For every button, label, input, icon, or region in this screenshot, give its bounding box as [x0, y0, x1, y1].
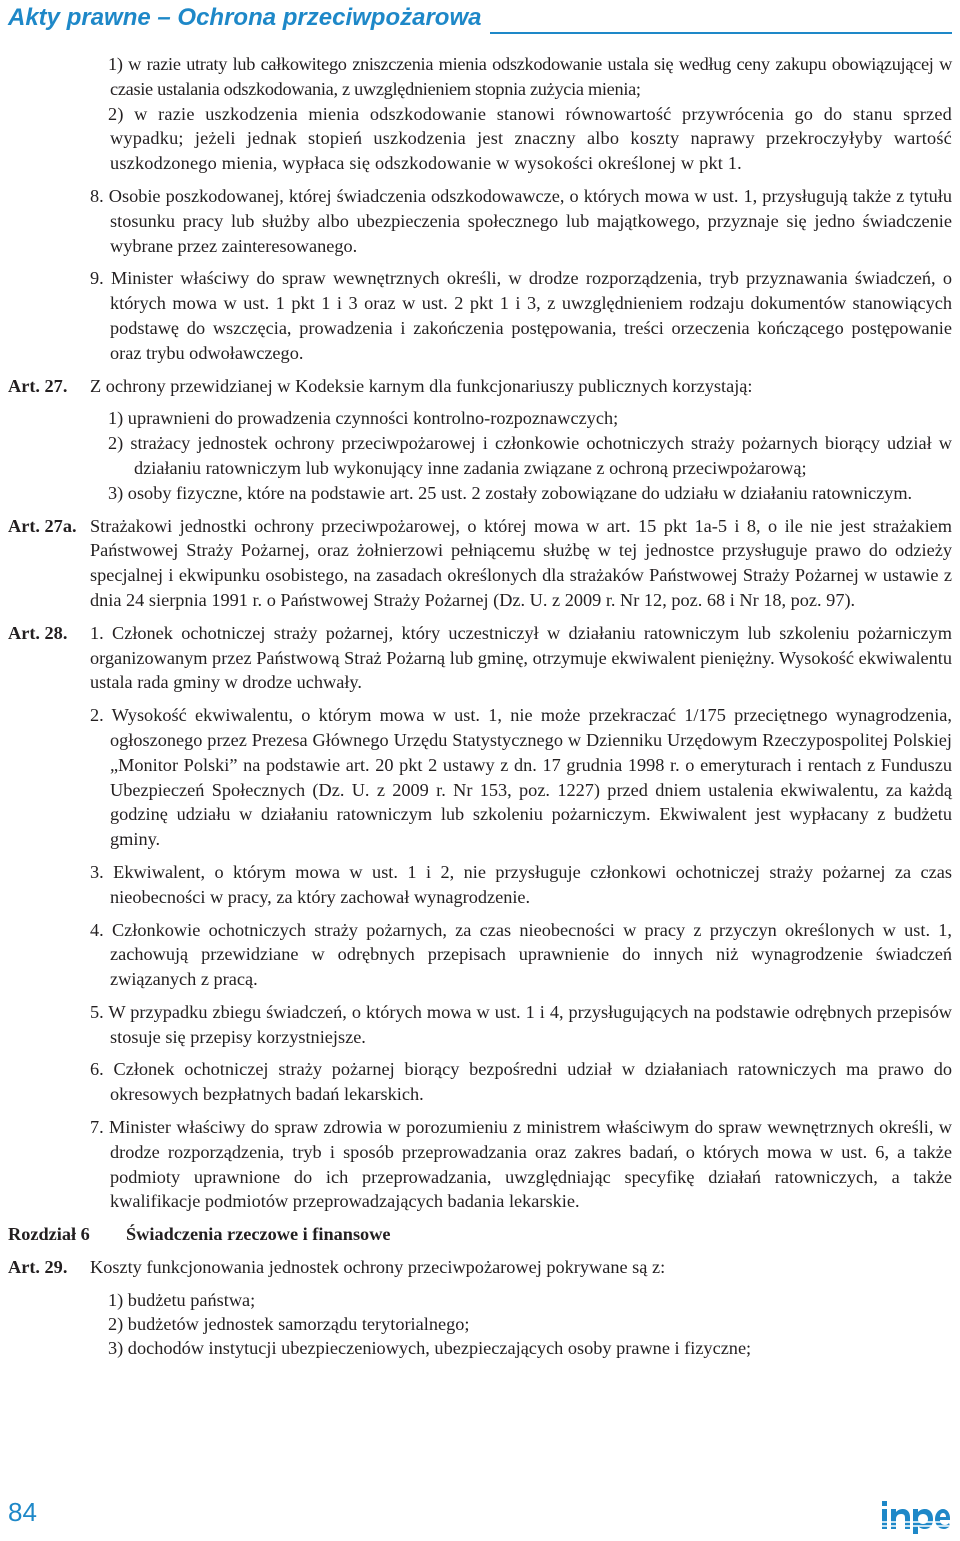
chapter-title: Świadczenia rzeczowe i finansowe — [126, 1224, 391, 1245]
article-27 — [8, 374, 952, 399]
article-paragraph: 3. Ekwiwalent, o którym mowa w ust. 1 i 2, nie przysługuje członkowi ochotniczej straży pożarnej za czas nieobecności w pracy, za który zachował wynagrodzenie. — [90, 861, 952, 907]
chapter-heading — [8, 1222, 952, 1247]
article-paragraph: 6. Członek ochotniczej straży pożarnej biorący bezpośredni udział w działaniach ratowniczych ma prawo do okresowych bezpłatnych badań lekarskich. — [90, 1059, 952, 1105]
article-29 — [8, 1255, 952, 1280]
article-paragraph: 7. Minister właściwy do spraw zdrowia w porozumieniu z ministrem właściwym do spraw wewnętrznych określi, w drodze rozporządzenia, tryb i sposób przeprowadzania oraz zakres badań, o których mowa w ust. 6, a także podmioty uprawnione do ich przeprowadzania, uwzględniając specyfikę działań ratowniczych, a także kwalifikacje podmiotów przeprowadzających badania lekarskie. — [90, 1117, 952, 1212]
article-paragraph: 4. Członkowie ochotniczych straży pożarnych, za czas nieobecności w pracy z przyczyn określonych w ust. 1, zachowują przewidziane w odrębnych przepisach uprawnienie do innych niż wynagrodzenie świadczeń związanych z pracą. — [90, 919, 952, 990]
article-28 — [8, 621, 952, 695]
list-item: 1) uprawnieni do prowadzenia czynności kontrolno-rozpoznawczych; — [108, 408, 619, 429]
list-item: 3) dochodów instytucji ubezpieczeniowych, ubezpieczających osoby prawne i fizyczne; — [108, 1337, 752, 1358]
article-29-items — [8, 1288, 952, 1360]
page-header — [8, 2, 952, 34]
chapter-number: Rozdział 6 — [8, 1224, 90, 1245]
article-paragraph: 5. W przypadku zbiegu świadczeń, o których mowa w ust. 1 i 4, przysługujących na podstawie odrębnych przepisów stosuje się przepisy korzystniejsze. — [90, 1001, 952, 1047]
article-label: Art. 27. — [8, 375, 68, 396]
article-paragraph: 1. Członek ochotniczej straży pożarnej, który uczestniczył w działaniu ratowniczym lub szkoleniu pożarniczym organizowanym przez Państwową Straż Pożarną lub gminę, otrzymuje ekwiwalent pieniężny. Wysokość ekwiwalentu ustala rada gminy w drodze uchwały. — [90, 622, 952, 693]
article-27-items — [8, 406, 952, 505]
article-text: Z ochrony przewidzianej w Kodeksie karnym dla funkcjonariuszy publicznych korzystają: — [90, 375, 753, 396]
list-item: 2) strażacy jednostek ochrony przeciwpożarowej i członkowie ochotniczych straży pożarnych biorący udział w działaniu ratowniczym lub wykonujący inne zadania związane z ochroną przeciwpożarową; — [108, 433, 952, 478]
header-rule — [490, 32, 952, 34]
header-title: Akty prawne – Ochrona przeciwpożarowa — [8, 4, 482, 31]
document-body — [8, 52, 952, 1360]
article-paragraph: 2. Wysokość ekwiwalentu, o którym mowa w ust. 1, nie może przekraczać 1/175 przeciętnego wynagrodzenia, ogłoszonego przez Prezesa Głównego Urzędu Statystycznego w Dzienniku Urzędowym Rzeczypospolitej Polskiej „Monitor Polski” na podstawie art. 20 pkt 2 ustawy z dn. 17 grudnia 1998 r. o emeryturach i rentach z Funduszu Ubezpieczeń Społecznych (Dz. U. z 2009 r. Nr 153, poz. 1227) przed dniem ustalenia ekwiwalentu, za każdą godzinę udziału w działaniu ratowniczym lub szkoleniu pożarniczym. Ekwiwalent jest wypłacany z budżetu gminy. — [90, 705, 952, 850]
article-label: Art. 28. — [8, 622, 68, 643]
page-number: 84 — [8, 1497, 37, 1527]
paragraph-8: 8. Osobie poszkodowanej, której świadczenia odszkodowawcze, o których mowa w ust. 1, przysługują także z tytułu stosunku pracy lub służby albo ubezpieczenia społecznego lub majątkowego, przyznaje się jedno świadczenie wybrane przez zainteresowanego. — [90, 185, 952, 256]
article-text: Strażakowi jednostki ochrony przeciwpożarowej, o której mowa w art. 15 pkt 1a-5 i 8, o ile nie jest strażakiem Państwowej Straży Pożarnej, oraz żołnierzowi pełniącemu służbę w tej jednostce przysługuje prawo do odzieży specjalnej i ekwipunku osobistego, na zasadach określonych dla strażaków Państwowej Straży Pożarnej w ustawie z dnia 24 sierpnia 1991 r. o Państwowej Straży Pożarnej (Dz. U. z 2009 r. Nr 12, poz. 68 i Nr 18, poz. 97). — [90, 515, 952, 610]
list-item: 3) osoby fizyczne, które na podstawie art. 25 ust. 2 zostały zobowiązane do udziału w działaniu ratowniczym. — [108, 482, 913, 503]
list-item: 2) w razie uszkodzenia mienia odszkodowanie stanowi równowartość przywrócenia go do stanu sprzed wypadku; jeżeli jednak stopień uszkodzenia jest znaczny albo koszty naprawy przekroczyłyby wartość uszkodzonego mienia, wypłaca się odszkodowanie w wysokości określonej w pkt 1. — [108, 103, 952, 174]
paragraph-9: 9. Minister właściwy do spraw wewnętrznych określi, w drodze rozporządzenia, tryb przyznawania świadczeń, o których mowa w ust. 1 pkt 1 i 3 oraz w ust. 2 pkt 1 i 3, z uwzględnieniem rodzaju dokumentów stanowiących podstawę do wszczęcia, prowadzenia i zakończenia postępowania, treści orzeczenia kończącego postępowanie oraz trybu odwoławczego. — [90, 268, 952, 363]
article-27a — [8, 514, 952, 613]
publisher-logo — [880, 1498, 950, 1534]
list-item: 1) w razie utraty lub całkowitego zniszczenia mienia odszkodowanie ustala się według ceny zakupu obowiązującej w czasie ustalania odszkodowania, z uwzględnieniem stopnia zużycia mienia; — [108, 54, 952, 99]
list-item: 2) budżetów jednostek samorządu terytorialnego; — [108, 1313, 470, 1334]
list-item: 1) budżetu państwa; — [108, 1289, 256, 1310]
article-text: Koszty funkcjonowania jednostek ochrony przeciwpożarowej pokrywane są z: — [90, 1257, 666, 1278]
article-label: Art. 27a. — [8, 515, 77, 536]
article-label: Art. 29. — [8, 1257, 68, 1278]
